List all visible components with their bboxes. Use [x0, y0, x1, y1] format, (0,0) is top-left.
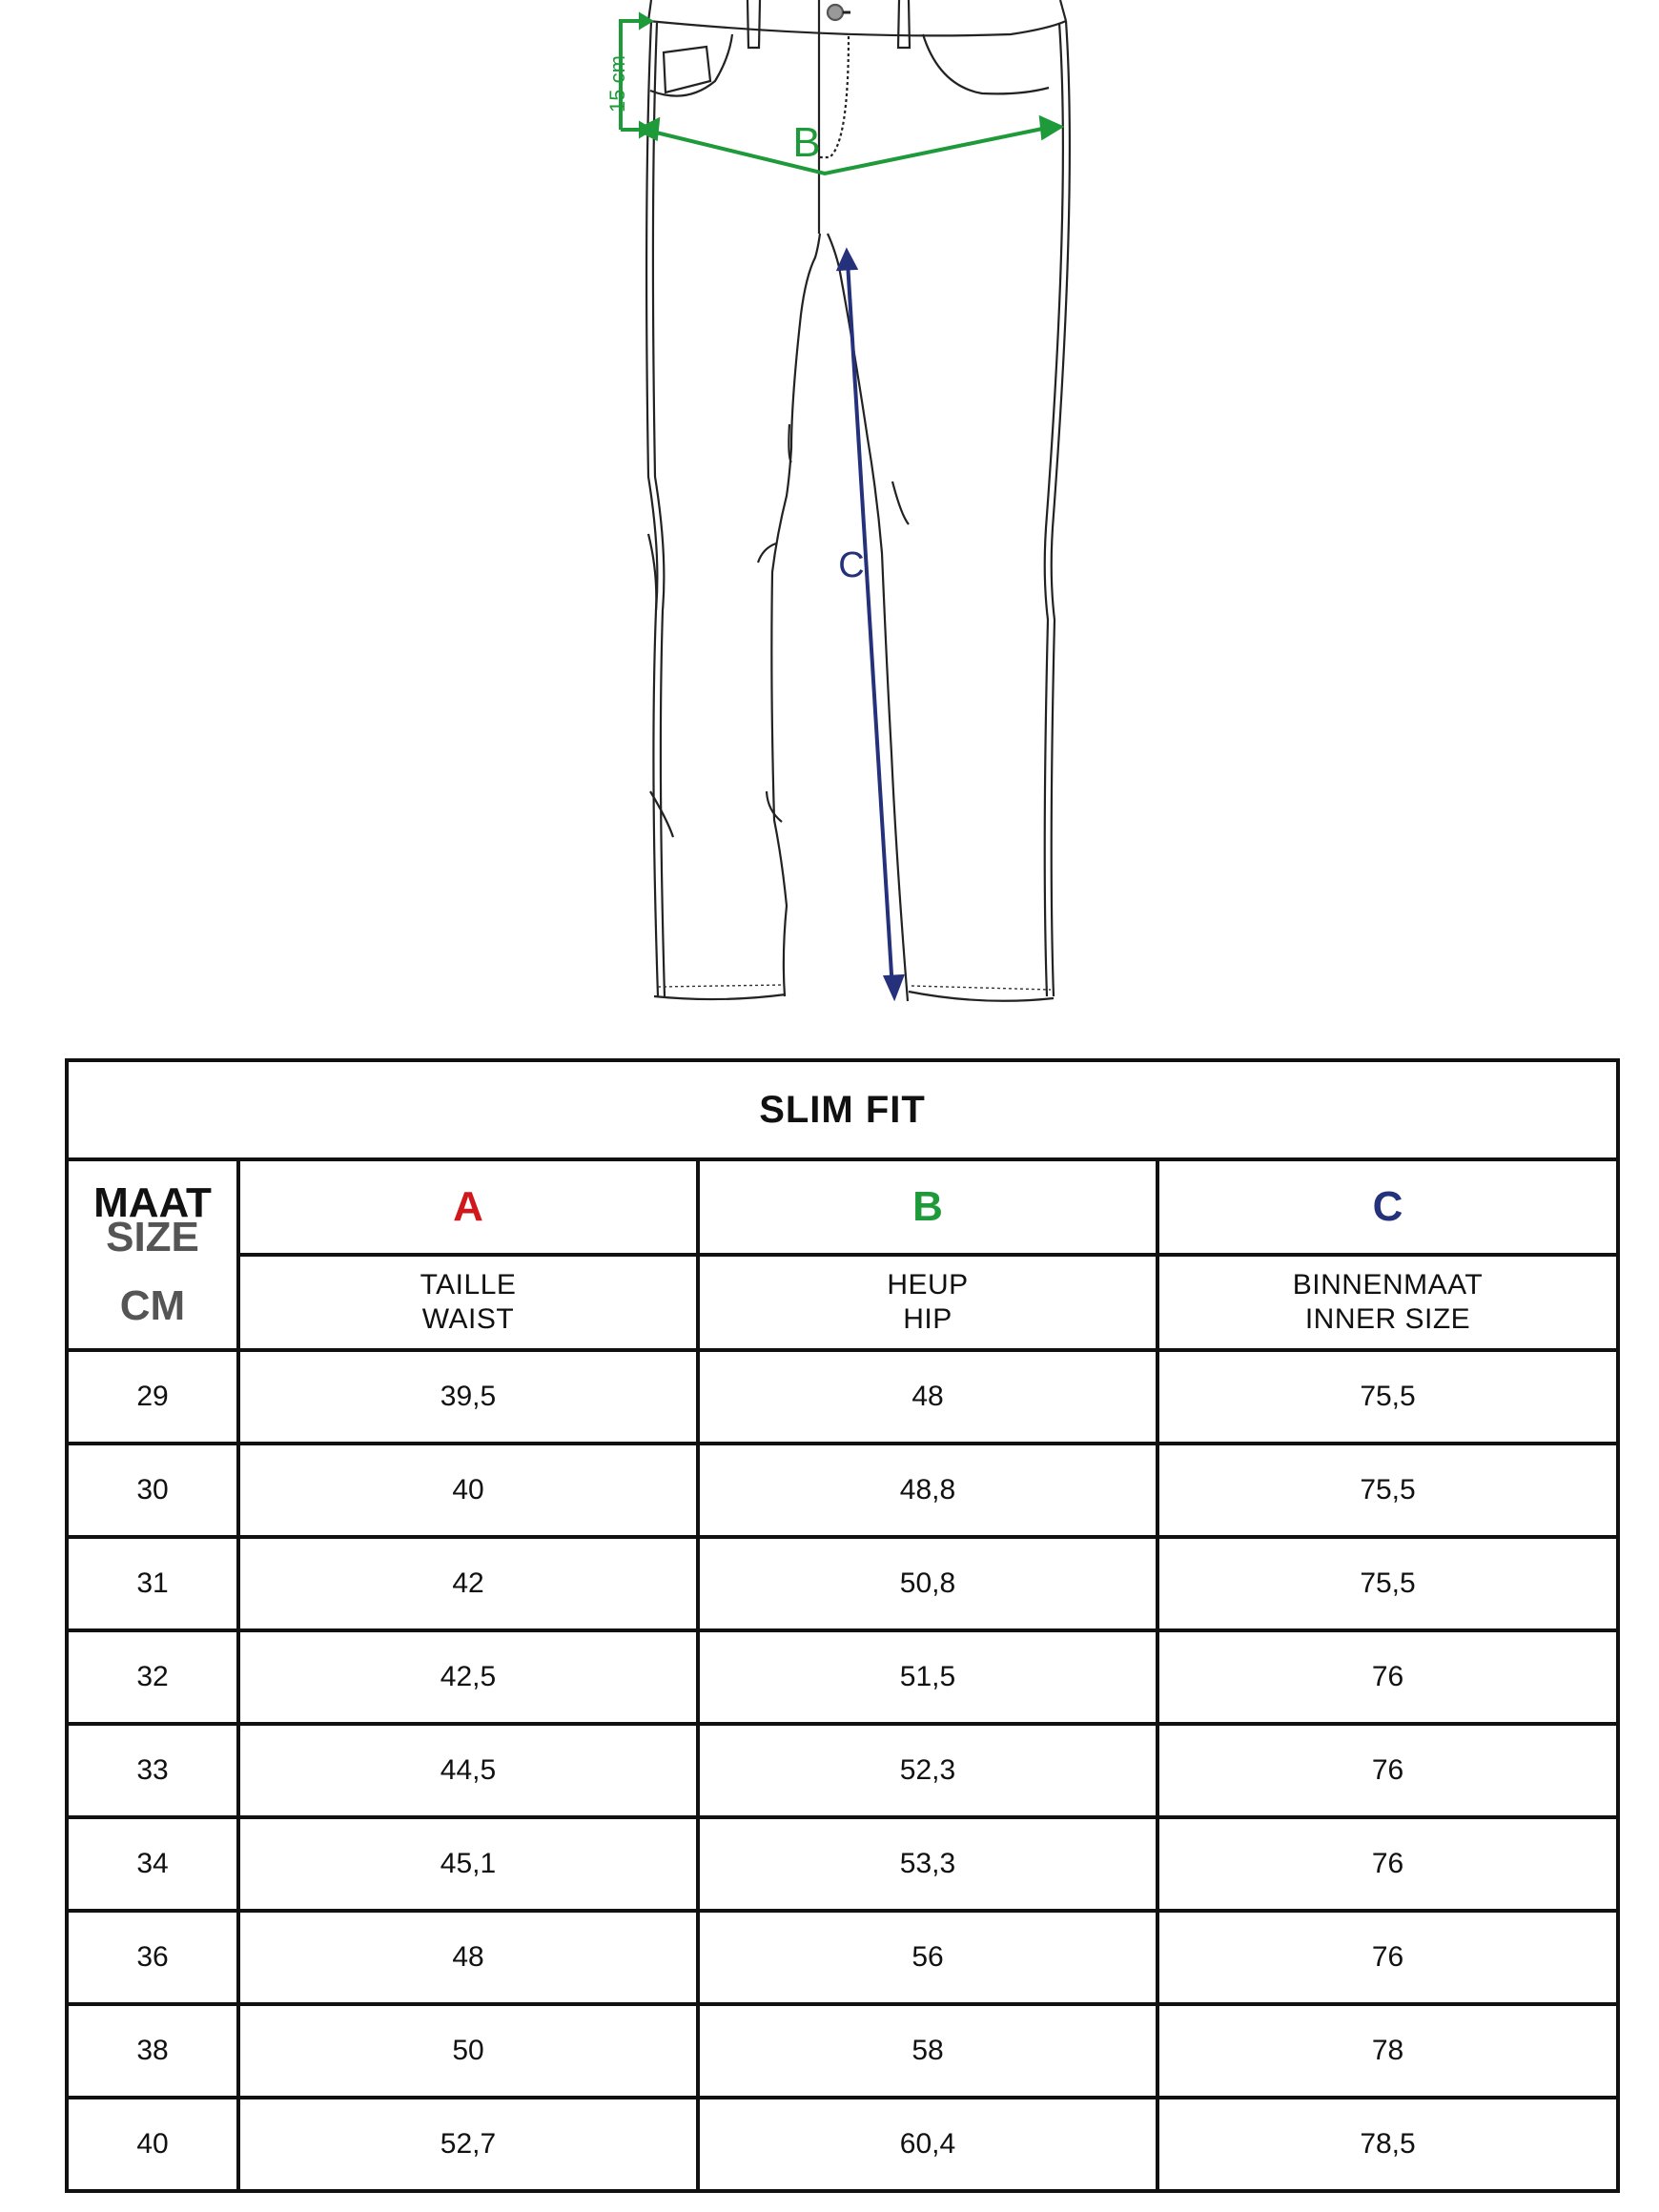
waist-cell: 39,5: [238, 1350, 698, 1444]
table-row: [67, 2004, 1618, 2098]
table-title: SLIM FIT: [67, 1060, 1618, 1159]
inner-size-cell: 75,5: [1157, 1350, 1618, 1444]
column-letter-c: C: [1157, 1159, 1618, 1255]
table-row: [67, 2098, 1618, 2191]
waist-cell: 48: [238, 1911, 698, 2004]
table-row: [67, 1724, 1618, 1817]
size-column-header: [67, 1159, 238, 1350]
size-header-en: SIZE: [106, 1214, 199, 1260]
column-letter-b: B: [698, 1159, 1157, 1255]
size-cell: 36: [67, 1911, 238, 2004]
size-cell: 30: [67, 1444, 238, 1537]
waist-cell: 52,7: [238, 2098, 698, 2191]
table-row: [67, 1630, 1618, 1724]
table-row: [67, 1911, 1618, 2004]
column-header-hip: [698, 1255, 1157, 1350]
inner-size-cell: 76: [1157, 1630, 1618, 1724]
waist-cell: 45,1: [238, 1817, 698, 1911]
header-nl: BINNENMAAT: [1292, 1269, 1484, 1301]
size-cell: 31: [67, 1537, 238, 1630]
hip-cell: 51,5: [698, 1630, 1157, 1724]
header-en: INNER SIZE: [1304, 1303, 1471, 1335]
size-header-nl: MAAT: [93, 1179, 212, 1226]
inner-size-cell: 76: [1157, 1724, 1618, 1817]
header-en: WAIST: [421, 1303, 515, 1335]
waist-cell: 42,5: [238, 1630, 698, 1724]
inner-size-cell: 78: [1157, 2004, 1618, 2098]
table-row: [67, 1817, 1618, 1911]
hip-cell: 52,3: [698, 1724, 1157, 1817]
hip-cell: 48: [698, 1350, 1157, 1444]
size-chart-table: [65, 1058, 1620, 2193]
hip-marker-label: B: [792, 119, 821, 166]
table-row: [67, 1444, 1618, 1537]
inner-size-cell: 75,5: [1157, 1444, 1618, 1537]
hip-cell: 56: [698, 1911, 1157, 2004]
size-cell: 32: [67, 1630, 238, 1724]
hip-cell: 48,8: [698, 1444, 1157, 1537]
inner-size-cell: 76: [1157, 1817, 1618, 1911]
table-row: [67, 1537, 1618, 1630]
table-row: [67, 1350, 1618, 1444]
column-header-inner-size: [1157, 1255, 1618, 1350]
inner-size-cell: 76: [1157, 1911, 1618, 2004]
header-en: HIP: [903, 1303, 952, 1335]
header-nl: TAILLE: [420, 1269, 517, 1301]
jeans-outline-illustration: [0, 0, 1659, 1030]
inner-size-cell: 75,5: [1157, 1537, 1618, 1630]
column-header-waist: [238, 1255, 698, 1350]
hip-offset-label: 15 cm: [605, 55, 629, 113]
size-cell: 29: [67, 1350, 238, 1444]
waist-cell: 44,5: [238, 1724, 698, 1817]
header-nl: HEUP: [887, 1269, 969, 1301]
hip-cell: 58: [698, 2004, 1157, 2098]
size-header-unit: CM: [119, 1282, 186, 1329]
waist-cell: 42: [238, 1537, 698, 1630]
column-letter-a: A: [238, 1159, 698, 1255]
hip-cell: 53,3: [698, 1817, 1157, 1911]
inner-size-cell: 78,5: [1157, 2098, 1618, 2191]
hip-cell: 50,8: [698, 1537, 1157, 1630]
size-cell: 40: [67, 2098, 238, 2191]
hip-cell: 60,4: [698, 2098, 1157, 2191]
size-cell: 34: [67, 1817, 238, 1911]
waist-cell: 40: [238, 1444, 698, 1537]
waist-cell: 50: [238, 2004, 698, 2098]
size-cell: 38: [67, 2004, 238, 2098]
inseam-marker-label: C: [838, 545, 865, 585]
size-cell: 33: [67, 1724, 238, 1817]
jeans-diagram: [0, 0, 1659, 1030]
